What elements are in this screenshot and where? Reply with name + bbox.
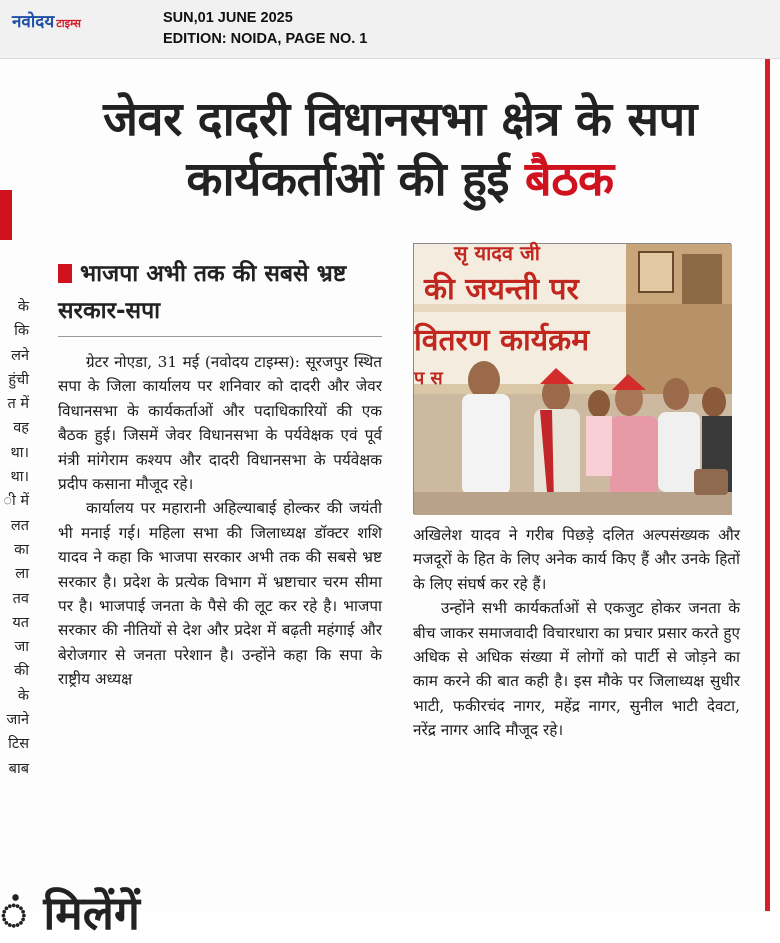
next-article-headline-fragment: ं मिलेंगें (0, 886, 140, 940)
subheading-text: भाजपा अभी तक की सबसे भ्रष्ट सरकार-सपा (58, 261, 347, 324)
column-1-paragraph-1: ग्रेटर नोएडा, 31 मई (नवोदय टाइम्स): सूरजपुर स्थित सपा के जिला कार्यालय पर शनिवार को दादरी और जेवर विधानसभा के कार्यकर्ताओं और पदाधिकारियों की एक बैठक हुई। जिसमें जेवर विधानसभा के पर्यवेक्षक एवं पूर्व मंत्री मांगेराम कश्यप और दादरी विधानसभा के पर्यवेक्षक प्रदीप कसाना मौजूद रहे। (58, 353, 382, 494)
left-fragment-line: ला (15, 566, 29, 583)
banner-line-2: वितरण कार्यक्रम (414, 323, 590, 358)
logo-main-text: नवोदय (12, 12, 55, 32)
newspaper-logo (12, 9, 81, 32)
subheading-divider (58, 336, 382, 337)
edition-info (163, 8, 367, 50)
left-fragment-line: ी में (3, 493, 29, 510)
left-fragment-line: त में (7, 396, 29, 413)
left-fragment-line: लने (11, 347, 29, 364)
photo-illustration (414, 241, 732, 515)
article-column-1 (58, 350, 382, 692)
left-fragment-line: वह (13, 420, 29, 437)
headline-line-2 (40, 150, 760, 210)
left-fragment-line: था। (10, 444, 29, 461)
left-fragment-line: टिस (8, 736, 29, 753)
edition-page: EDITION: NOIDA, PAGE NO. 1 (163, 31, 368, 47)
left-fragment-line: हुंची (8, 371, 29, 388)
left-fragment-line: यत (12, 614, 29, 631)
subheading (58, 256, 378, 330)
left-fragment-line: के (17, 299, 29, 315)
left-fragment-line: के (17, 687, 29, 704)
red-square-bullet-icon (58, 264, 72, 283)
left-fragment-line: लत (10, 517, 29, 534)
headline-line-1: जेवर दादरी विधानसभा क्षेत्र के सपा (103, 92, 697, 147)
banner-top-text: सृ यादव जी (454, 241, 540, 265)
left-fragment-line: का (14, 541, 29, 558)
left-fragment-line: तव (12, 590, 29, 607)
logo-sub-text: टाइम्स (56, 17, 81, 30)
left-column-fragment (0, 295, 29, 781)
left-fragment-line: की (14, 663, 29, 680)
banner-side-1: प स (414, 368, 443, 389)
column-2-paragraph-1: अखिलेश यादव ने गरीब पिछड़े दलित अल्पसंख्यक और मजदूरों के हित के लिए अनेक कार्य किए हैं और उनके हितों के लिए संघर्ष कर रहे हैं। (413, 526, 740, 593)
left-fragment-line: था। (10, 469, 29, 486)
right-margin (770, 59, 780, 911)
column-1-paragraph-2: कार्यालय पर महारानी अहिल्याबाई होल्कर की जयंती भी मनाई गई। महिला सभा की जिलाध्यक्ष डॉक्टर शशि यादव ने कहा कि भाजपा सरकार अभी तक की सबसे भ्रष्ट सरकार है। प्रदेश के प्रत्येक विभाग में भ्रष्टाचार चरम सीमा पर है। भाजपाई जनता के पैसे की लूट कर रहे है। भाजपा सरकार की नीतियों से देश और प्रदेश में बढ़ती महंगाई और बेरोजगार से जनता परेशान है। उन्होंने कहा कि सपा के राष्ट्रीय अध्यक्ष (58, 499, 382, 689)
column-2-paragraph-2: उन्होंने सभी कार्यकर्ताओं से एकजुट होकर जनता के बीच जाकर समाजवादी विचारधारा का प्रचार प्रसार करते हुए अधिक से अधिक संख्या में लोगों को पार्टी से जोड़ने का काम करने की बात कही है। इस मौके पर जिलाध्यक्ष सुधीर भाटी, फकीरचंद नागर, महेंद्र नागर, सुनील भाटी देवटा, नरेंद्र नागर आदि मौजूद रहे। (413, 599, 740, 740)
left-fragment-line: जा (14, 639, 29, 656)
meeting-photo (413, 243, 731, 514)
headline-line-2-main: कार्यकर्ताओं की हुई (186, 152, 510, 207)
article-column-2 (413, 523, 740, 743)
headline-highlight: बैठक (524, 152, 614, 207)
banner-line-1: की जयन्ती पर (424, 272, 579, 307)
left-fragment-line: कि (14, 323, 29, 340)
left-red-marker (0, 190, 12, 240)
top-bar (0, 0, 780, 59)
left-fragment-line: जाने (6, 712, 29, 729)
left-fragment-line: बाब (8, 760, 29, 777)
headline (40, 90, 760, 210)
issue-date: SUN,01 JUNE 2025 (163, 10, 293, 26)
